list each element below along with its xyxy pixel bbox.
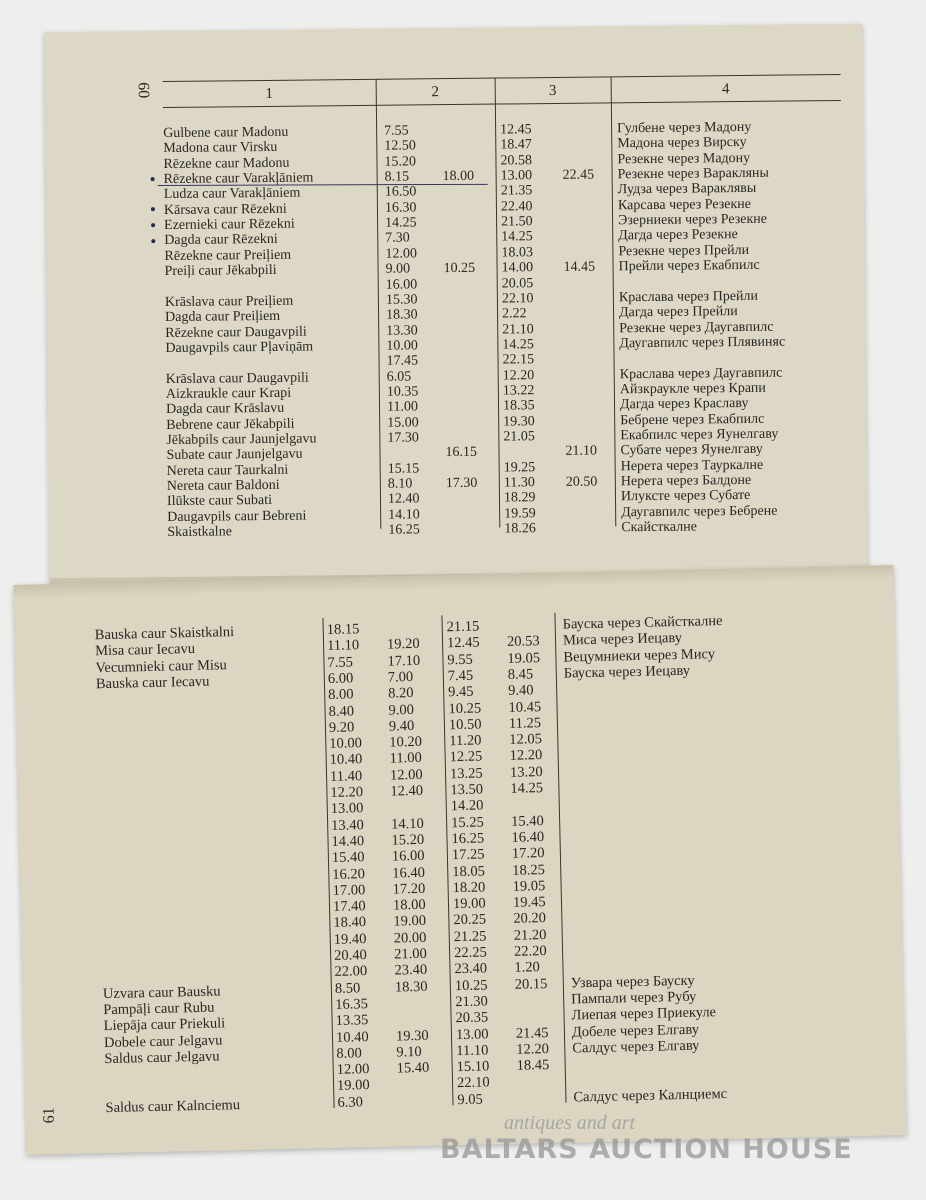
departure-time: 23.40 — [394, 962, 428, 979]
arrival-time: 18.26 — [504, 521, 536, 537]
departure-time: 19.30 — [395, 1027, 429, 1044]
arrival-time: 21.35 — [500, 183, 533, 199]
route-name-russian: Вецумниеки через Мису — [563, 645, 716, 666]
route-name-latvian: Preiļi caur Jēkabpili — [164, 263, 277, 280]
arrival-time: 11.20 — [449, 732, 482, 750]
departure-time: 16.35 — [335, 996, 369, 1013]
departure-time: 18.30 — [394, 978, 428, 996]
arrival-time: 14.45 — [563, 259, 596, 276]
arrival-time: 21.10 — [502, 321, 534, 338]
arrival-time: 23.40 — [454, 960, 488, 978]
arrival-time: 14.25 — [510, 780, 544, 797]
departure-time: 10.40 — [329, 751, 363, 769]
departure-time: 6.00 — [327, 670, 354, 687]
route-name-russian: Мадона через Вирску — [617, 135, 747, 152]
route-name-latvian: Bauska caur Iecavu — [95, 673, 210, 693]
departure-time: 16.00 — [385, 276, 418, 293]
arrival-time: 8.45 — [507, 666, 534, 683]
arrival-time: 9.05 — [457, 1091, 483, 1108]
departure-time: 18.30 — [385, 307, 418, 323]
arrival-time: 12.45 — [500, 122, 532, 138]
route-name-latvian: Rēzekne caur Preiļiem — [164, 247, 292, 264]
departure-time: 15.30 — [385, 292, 418, 308]
departure-time: 7.00 — [387, 668, 414, 686]
route-name-latvian: Dobele caur Jelgavu — [103, 1031, 223, 1051]
departure-time: 12.00 — [389, 766, 423, 784]
route-name-russian: Краслава через Прейли — [618, 288, 759, 306]
route-name-latvian: Rēzekne caur Madonu — [163, 155, 290, 172]
arrival-time: 18.45 — [516, 1057, 550, 1074]
arrival-time: 1.20 — [514, 959, 541, 977]
departure-time: 16.15 — [445, 445, 478, 461]
arrival-time: 22.45 — [562, 167, 595, 183]
departure-time: 20.00 — [393, 929, 427, 947]
departure-time: 17.40 — [332, 898, 366, 915]
departure-time: 19.00 — [336, 1077, 370, 1095]
arrival-time: 21.15 — [446, 618, 480, 636]
departure-time: 21.00 — [393, 945, 427, 963]
route-name-russian: Даугавпилс через Плявиняс — [619, 334, 786, 352]
arrival-time: 20.53 — [506, 633, 540, 651]
arrival-time: 12.05 — [509, 731, 543, 748]
departure-time: 7.30 — [385, 230, 410, 247]
route-name-latvian: Pampāļi caur Rubu — [103, 999, 215, 1019]
departure-time: 13.40 — [331, 816, 364, 834]
arrival-time: 22.20 — [513, 943, 547, 960]
route-name-russian: Резекне через Прейли — [618, 242, 750, 260]
departure-time: 12.20 — [330, 784, 364, 801]
arrival-time: 21.10 — [565, 443, 598, 460]
departure-time: 19.00 — [393, 913, 427, 930]
arrival-time: 19.30 — [503, 413, 535, 430]
route-name-latvian: Jēkabpils caur Jaunjelgavu — [166, 431, 317, 449]
departure-time: 15.40 — [331, 849, 365, 867]
departure-time: 8.00 — [336, 1045, 362, 1062]
column-header: 4 — [721, 81, 730, 98]
arrival-time: 20.05 — [501, 275, 534, 292]
departure-time: 15.40 — [396, 1059, 430, 1077]
departure-time: 8.40 — [328, 702, 355, 720]
route-name-latvian: Saldus caur Jelgavu — [104, 1048, 220, 1067]
departure-time: 11.40 — [329, 767, 363, 785]
departure-time: 18.40 — [333, 914, 367, 932]
arrival-time: 12.20 — [509, 747, 543, 765]
route-name-russian: Резекне через Мадону — [617, 150, 751, 167]
arrival-time: 18.25 — [512, 861, 546, 879]
route-name-latvian: Misa caur Iecavu — [94, 641, 196, 660]
arrival-time: 18.05 — [452, 862, 486, 880]
route-name-russian: Бауска через Скайсткалне — [562, 612, 723, 633]
departure-time: 14.10 — [388, 507, 420, 523]
arrival-time: 22.40 — [500, 198, 533, 215]
route-name-latvian: Madona caur Virsku — [163, 140, 278, 157]
arrival-time: 20.35 — [455, 1009, 489, 1027]
departure-time: 17.30 — [387, 430, 419, 446]
arrival-time: 11.10 — [456, 1042, 489, 1059]
departure-time: 16.20 — [332, 865, 366, 883]
departure-time: 13.00 — [330, 800, 364, 818]
arrival-time: 22.15 — [502, 352, 535, 368]
departure-time: 9.40 — [388, 717, 415, 735]
route-name-latvian: Daugavpils caur Bebreni — [167, 508, 307, 525]
departure-time: 10.35 — [386, 384, 419, 400]
departure-time: 18.15 — [326, 621, 360, 638]
route-name-latvian: Uzvara caur Bausku — [102, 983, 221, 1002]
departure-time: 9.10 — [396, 1043, 422, 1061]
arrival-time: 14.20 — [450, 797, 484, 815]
route-name-russian: Эзерниеки через Резекне — [618, 211, 768, 229]
page-number: 60 — [134, 82, 152, 99]
arrival-time: 10.25 — [448, 699, 482, 717]
route-name-latvian: Rēzekne caur Daugavpili — [165, 324, 307, 341]
route-name-latvian: Skaistkalne — [167, 524, 232, 541]
arrival-time: 14.00 — [501, 260, 534, 276]
departure-time: 16.25 — [388, 522, 420, 538]
route-name-russian: Гулбене через Мадону — [617, 119, 752, 137]
arrival-time: 15.10 — [456, 1058, 490, 1076]
departure-time: 11.10 — [326, 637, 360, 655]
arrival-time: 13.00 — [500, 168, 533, 184]
route-name-russian: Нерета через Тауркалне — [620, 457, 764, 474]
arrival-time: 19.05 — [507, 649, 541, 667]
arrival-time: 9.55 — [447, 651, 474, 668]
route-name-latvian: Saldus caur Kalnciemu — [105, 1096, 241, 1116]
top-page — [44, 24, 868, 593]
departure-time: 8.00 — [328, 686, 354, 704]
route-name-russian: Бауска через Иецаву — [563, 662, 691, 682]
arrival-time: 20.25 — [453, 911, 487, 929]
route-name-russian: Карсава через Резекне — [617, 196, 752, 214]
arrival-time: 13.00 — [455, 1025, 489, 1043]
departure-time: 12.00 — [336, 1061, 370, 1078]
arrival-time: 14.25 — [501, 229, 533, 245]
departure-time: 17.10 — [387, 652, 421, 670]
arrival-time: 21.30 — [455, 993, 489, 1011]
arrival-time: 13.22 — [502, 383, 535, 399]
route-name-russian: Дагда через Резекне — [618, 227, 738, 244]
route-name-russian: Дагда через Краславу — [619, 396, 749, 413]
departure-time: 10.00 — [329, 735, 363, 753]
departure-time: 6.05 — [386, 369, 412, 385]
arrival-time: 2.22 — [501, 306, 527, 322]
departure-time: 8.10 — [387, 476, 413, 492]
departure-time: 19.20 — [386, 636, 420, 653]
route-name-latvian: Ilūkste caur Subati — [166, 493, 273, 510]
arrival-time: 18.29 — [503, 490, 536, 506]
arrival-time: 20.20 — [513, 910, 547, 928]
arrival-time: 19.00 — [452, 895, 486, 913]
route-name-latvian: Kārsava caur Rēzekni — [163, 201, 287, 218]
arrival-time: 21.25 — [453, 928, 487, 945]
route-name-latvian: Aizkraukle caur Krapi — [165, 385, 292, 402]
departure-time: 15.20 — [391, 831, 425, 849]
column-header: 2 — [431, 84, 440, 101]
departure-time: 8.50 — [334, 979, 361, 997]
arrival-time: 12.20 — [516, 1040, 550, 1058]
route-name-russian: Краслава через Даугавпилс — [619, 365, 783, 382]
departure-time: 12.40 — [387, 491, 420, 508]
route-name-latvian: Gulbene caur Madonu — [163, 124, 289, 142]
route-name-latvian: Dagda caur Preiļiem — [165, 309, 281, 326]
arrival-time: 16.40 — [511, 828, 545, 846]
departure-time: 10.00 — [386, 338, 418, 354]
departure-time: 6.30 — [337, 1093, 364, 1111]
arrival-time: 21.50 — [501, 214, 533, 230]
route-name-russian: Узвара через Бауску — [570, 972, 695, 992]
route-name-russian: Бебрене через Екабпилс — [620, 411, 765, 428]
departure-time: 7.55 — [327, 653, 354, 671]
arrival-time: 18.20 — [452, 879, 486, 896]
column-header: 3 — [548, 82, 557, 100]
arrival-time: 19.05 — [512, 877, 546, 895]
arrival-time: 17.25 — [451, 846, 485, 864]
departure-time: 7.55 — [384, 123, 409, 139]
arrival-time: 18.03 — [501, 244, 534, 261]
route-name-russian: Пампали через Рубу — [571, 988, 697, 1008]
route-name-russian: Резекне через Даугавпилс — [619, 319, 774, 336]
route-name-latvian: Ludza caur Varakļāniem — [163, 186, 301, 203]
arrival-time: 15.25 — [450, 814, 484, 831]
arrival-time: 13.20 — [509, 763, 543, 781]
arrival-time: 12.20 — [502, 367, 535, 384]
arrival-time: 18.35 — [502, 398, 535, 414]
departure-time: 18.00 — [392, 896, 426, 914]
watermark-tagline: antiques and art — [504, 1112, 636, 1134]
route-name-latvian: Krāslava caur Preiļiem — [164, 293, 294, 310]
arrival-time: 14.25 — [502, 337, 534, 353]
route-name-russian: Салдус через Калнциемс — [573, 1085, 728, 1106]
departure-time: 8.20 — [388, 685, 414, 702]
departure-time: 16.00 — [391, 847, 425, 865]
auction-house-watermark — [440, 1112, 860, 1172]
route-name-russian: Резекне через Варакляны — [617, 165, 769, 183]
route-name-latvian: Daugavpils caur Pļaviņām — [165, 339, 314, 356]
departure-time: 14.25 — [385, 215, 417, 231]
departure-time: 17.20 — [392, 880, 426, 898]
departure-time: 22.00 — [334, 963, 368, 981]
route-name-russian: Дагда через Прейли — [618, 304, 738, 321]
arrival-time: 21.05 — [503, 429, 535, 445]
route-name-latvian: Dagda caur Krāslavu — [165, 401, 285, 418]
route-name-russian: Салдус через Елгаву — [572, 1037, 700, 1057]
arrival-time: 18.47 — [500, 137, 532, 153]
departure-time: 20.40 — [333, 947, 367, 964]
route-name-latvian: Liepāja caur Priekuli — [103, 1015, 226, 1035]
departure-time: 14.40 — [331, 833, 365, 850]
departure-time: 12.00 — [385, 246, 418, 262]
arrival-time: 12.45 — [446, 634, 480, 652]
route-name-russian: Прейли через Екабпилс — [618, 257, 760, 275]
arrival-time: 15.40 — [510, 812, 544, 830]
departure-time: 12.50 — [384, 138, 416, 155]
route-name-russian: Миса через Иецаву — [562, 630, 683, 649]
departure-time: 19.40 — [333, 930, 367, 948]
departure-time: 18.00 — [442, 168, 475, 185]
arrival-time: 22.25 — [453, 944, 487, 962]
arrival-time: 10.50 — [448, 716, 482, 734]
arrival-time: 9.45 — [448, 683, 474, 701]
arrival-time: 21.20 — [513, 926, 547, 944]
arrival-time: 16.25 — [451, 830, 485, 848]
departure-time: 11.00 — [389, 750, 422, 767]
route-name-russian: Лудза через Вараклявы — [617, 181, 757, 198]
departure-time: 10.25 — [443, 260, 476, 277]
arrival-time: 10.25 — [454, 977, 488, 994]
route-name-latvian: Nereta caur Baldoni — [166, 477, 280, 495]
route-name-latvian: Subate caur Jaunjelgavu — [166, 446, 303, 464]
route-name-russian: Екабпилс через Яунелгаву — [620, 426, 779, 444]
route-name-russian: Добеле через Елгаву — [571, 1021, 700, 1041]
route-name-latvian: Vecumnieki caur Misu — [95, 656, 227, 676]
page-number: 61 — [40, 1107, 58, 1124]
bottom-page — [14, 565, 907, 1155]
arrival-time: 22.10 — [501, 291, 534, 307]
departure-time: 17.45 — [386, 353, 419, 369]
route-name-russian: Лиепая через Приекуле — [571, 1004, 717, 1024]
arrival-time: 20.50 — [565, 474, 598, 490]
route-name-latvian: Krāslava caur Daugavpili — [165, 370, 309, 387]
watermark-brand: BALTARS AUCTION HOUSE — [440, 1134, 853, 1165]
arrival-time: 19.59 — [504, 505, 536, 522]
arrival-time: 13.50 — [450, 781, 484, 799]
departure-time: 15.20 — [384, 154, 417, 170]
route-name-russian: Нерета через Балдоне — [620, 472, 752, 490]
departure-time: 16.30 — [384, 200, 417, 216]
route-name-latvian: Nereta caur Taurkalni — [166, 462, 289, 479]
route-name-latvian: Rēzekne caur Varakļāniem — [163, 170, 314, 188]
route-name-latvian: Dagda caur Rēzekni — [164, 232, 278, 249]
departure-time: 13.30 — [386, 322, 418, 339]
route-name-russian: Скайсткалне — [621, 519, 697, 536]
arrival-time: 11.25 — [508, 714, 542, 732]
arrival-time: 20.58 — [500, 152, 533, 169]
departure-time: 15.15 — [387, 461, 420, 477]
route-name-latvian: Bauska caur Skaistkalni — [94, 624, 235, 644]
arrival-time: 7.45 — [447, 667, 474, 685]
route-name-latvian: Ezernieki caur Rēzekni — [164, 216, 295, 234]
departure-time: 11.00 — [386, 399, 419, 416]
arrival-time: 20.15 — [514, 975, 548, 993]
departure-time: 15.00 — [387, 415, 419, 431]
arrival-time: 12.25 — [449, 748, 483, 766]
departure-time: 13.35 — [335, 1012, 369, 1030]
departure-time: 8.15 — [384, 169, 410, 185]
departure-time: 17.30 — [445, 475, 478, 492]
departure-time: 16.50 — [384, 184, 417, 201]
departure-time: 14.10 — [390, 815, 424, 833]
arrival-time: 21.45 — [515, 1024, 549, 1042]
route-name-latvian: Bebrene caur Jēkabpili — [166, 416, 295, 433]
arrival-time: 22.10 — [456, 1074, 490, 1092]
departure-time: 10.40 — [335, 1028, 369, 1046]
route-name-russian: Илуксте через Субате — [620, 488, 751, 505]
departure-time: 12.40 — [390, 782, 424, 800]
route-name-russian: Субате через Яунелгаву — [620, 442, 763, 459]
arrival-time: 19.25 — [503, 459, 536, 476]
arrival-time: 10.45 — [508, 698, 542, 716]
departure-time: 16.40 — [392, 864, 426, 882]
arrival-time: 17.20 — [511, 845, 545, 863]
departure-time: 17.00 — [332, 881, 366, 899]
route-name-russian: Айзкраукле через Крапи — [619, 380, 766, 398]
departure-time: 9.00 — [385, 261, 411, 277]
arrival-time: 11.30 — [503, 475, 535, 491]
arrival-time: 13.25 — [449, 765, 483, 782]
column-header: 1 — [265, 85, 274, 102]
arrival-time: 19.45 — [512, 894, 546, 911]
departure-time: 10.20 — [389, 733, 423, 751]
departure-time: 9.20 — [328, 719, 355, 736]
departure-time: 9.00 — [388, 701, 415, 719]
arrival-time: 9.40 — [507, 682, 534, 700]
route-name-russian: Даугавпилс через Бебрене — [621, 503, 778, 521]
